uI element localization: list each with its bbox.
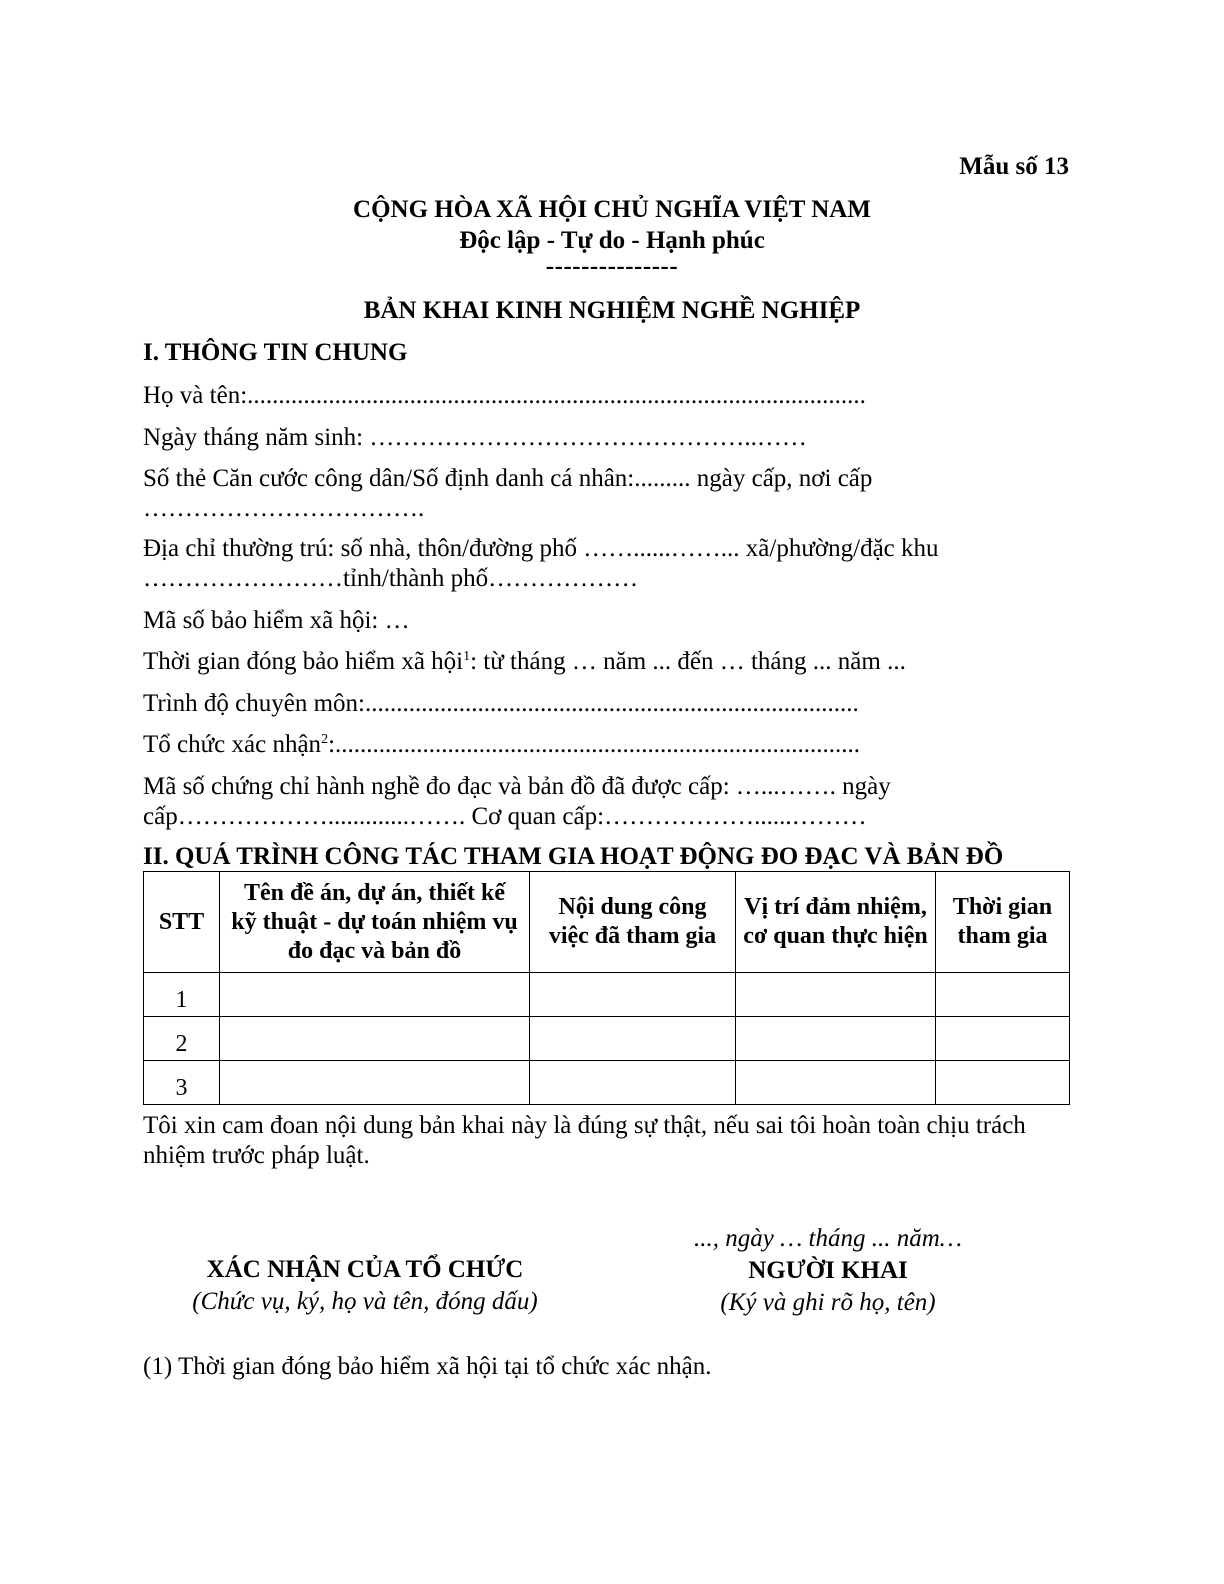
organization-signature-note: (Chức vụ, ký, họ và tên, đóng dấu)	[192, 1288, 538, 1315]
column-header-content: Nội dung công việc đã tham gia	[530, 872, 736, 973]
confirming-org-value: :....................................................................................	[328, 731, 861, 758]
column-header-project: Tên đề án, dự án, thiết kế kỹ thuật - dự toán nhiệm vụ đo đạc và bản đồ	[220, 872, 530, 973]
address-line-cont: ……………………tỉnh/thành phố………………	[143, 565, 639, 592]
insurance-time-value: : từ tháng … năm ... đến … tháng ... năm ...	[470, 648, 906, 675]
table-row	[144, 1061, 1070, 1105]
document-title: BẢN KHAI KINH NGHIỆM NGHỀ NGHIỆP	[363, 297, 861, 324]
declarant-signature-block	[628, 1223, 1028, 1319]
national-motto: Độc lập - Tự do - Hạnh phúc	[459, 227, 765, 254]
organization-signature-block	[165, 1254, 565, 1318]
content-cell[interactable]	[530, 973, 736, 1017]
declarant-signature-note: (Ký và ghi rõ họ, tên)	[720, 1289, 936, 1316]
row-number: 3	[144, 1061, 220, 1105]
section-2-heading: II. QUÁ TRÌNH CÔNG TÁC THAM GIA HOẠT ĐỘNG ĐO ĐẠC VÀ BẢN ĐỒ	[143, 843, 1004, 870]
column-header-time: Thời gian tham gia	[936, 872, 1070, 973]
id-card-line: Số thẻ Căn cước công dân/Số định danh cá nhân:......... ngày cấp, nơi cấp	[143, 465, 873, 492]
project-cell[interactable]	[220, 973, 530, 1017]
column-header-position: Vị trí đảm nhiệm, cơ quan thực hiện	[736, 872, 936, 973]
footnote: (1) Thời gian đóng bảo hiểm xã hội tại tổ chức xác nhận.	[143, 1353, 712, 1380]
address-line: Địa chỉ thường trú: số nhà, thôn/đường phố ……......……... xã/phường/đặc khu	[143, 535, 939, 562]
insurance-time-line	[143, 648, 906, 676]
header-divider: ---------------	[545, 253, 679, 280]
position-cell[interactable]	[736, 973, 936, 1017]
certificate-line: Mã số chứng chỉ hành nghề đo đạc và bản đồ đã được cấp: …...……. ngày	[143, 773, 891, 800]
organization-signature-title: XÁC NHẬN CỦA TỔ CHỨC	[206, 1256, 524, 1283]
position-cell[interactable]	[736, 1017, 936, 1061]
commitment-text-cont: nhiệm trước pháp luật.	[143, 1142, 370, 1169]
table-header-row	[144, 872, 1070, 973]
work-history-table	[143, 871, 1070, 1105]
content-cell[interactable]	[530, 1061, 736, 1105]
full-name-line: Họ và tên:...................................................................................................	[143, 382, 866, 409]
content-cell[interactable]	[530, 1017, 736, 1061]
signature-date: ..., ngày … tháng ... năm…	[693, 1225, 963, 1252]
confirming-org-label: Tổ chức xác nhận	[143, 731, 322, 758]
column-header-stt: STT	[144, 872, 220, 973]
dob-line: Ngày tháng năm sinh: ………………………………………..……	[143, 424, 807, 451]
certificate-line-cont: cấp……………….............……. Cơ quan cấp:………………......………	[143, 803, 867, 830]
time-cell[interactable]	[936, 1017, 1070, 1061]
insurance-time-label: Thời gian đóng bảo hiểm xã hội	[143, 648, 464, 675]
project-cell[interactable]	[220, 1061, 530, 1105]
form-number: Mẫu số 13	[959, 153, 1069, 180]
footnote-ref-2: 2	[321, 732, 329, 747]
declarant-signature-title: NGƯỜI KHAI	[748, 1257, 908, 1284]
footnote-ref-1: 1	[463, 649, 471, 664]
table-row	[144, 973, 1070, 1017]
table-row	[144, 1017, 1070, 1061]
commitment-text: Tôi xin cam đoan nội dung bản khai này là đúng sự thật, nếu sai tôi hoàn toàn chịu trách	[143, 1112, 1026, 1139]
section-1-heading: I. THÔNG TIN CHUNG	[143, 339, 408, 366]
confirming-org-line	[143, 731, 860, 759]
time-cell[interactable]	[936, 1061, 1070, 1105]
qualification-line: Trình độ chuyên môn:...............................................................................	[143, 690, 859, 717]
row-number: 1	[144, 973, 220, 1017]
time-cell[interactable]	[936, 973, 1070, 1017]
insurance-number-line: Mã số bảo hiểm xã hội: …	[143, 607, 410, 634]
id-card-line-cont: …………………………….	[143, 495, 425, 522]
project-cell[interactable]	[220, 1017, 530, 1061]
country-name: CỘNG HÒA XÃ HỘI CHỦ NGHĨA VIỆT NAM	[353, 196, 871, 223]
position-cell[interactable]	[736, 1061, 936, 1105]
row-number: 2	[144, 1017, 220, 1061]
